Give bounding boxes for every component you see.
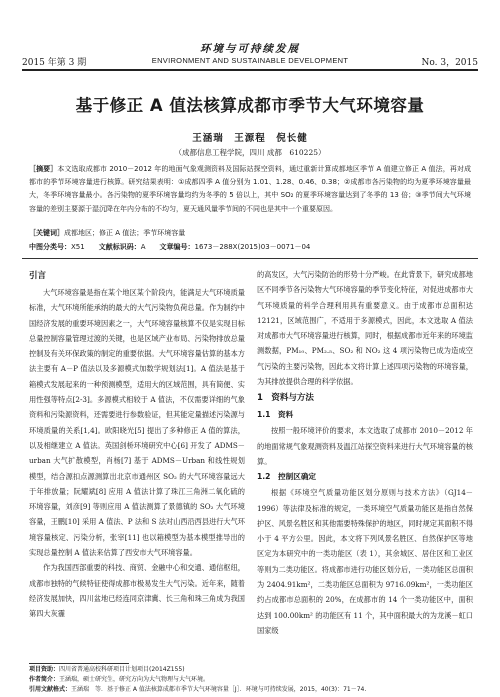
abstract-separator xyxy=(22,258,478,259)
right-column xyxy=(257,267,473,638)
running-header xyxy=(22,0,478,72)
section-1-heading: 1 资料与方法 xyxy=(257,393,314,404)
subsection-1-1-heading: 1.1 资料 xyxy=(257,410,294,420)
article-no-value: 1673－288X(2015)03－0071－04 xyxy=(194,243,311,251)
fund-text: 四川省普通高校科研项目计划项目(2014Z155) xyxy=(59,666,185,673)
citation-text: 王涵瑞 等．基于修正 A 值法核算成都市季节大气环境容量［J］．环境与可持续发展，2015，40(3)：71－74. xyxy=(71,686,367,693)
footnote-rule xyxy=(29,663,129,664)
classification-line xyxy=(29,242,471,252)
keywords-line xyxy=(29,228,471,238)
article-title: 基于修正 A 值法核算成都市季节大气环境容量 xyxy=(75,96,425,115)
intro-heading: 引言 xyxy=(29,271,47,281)
control-zone-paragraph: 根据《环境空气质量功能区划分原则与技术方法》（GJ14－1996）等法律及标准的规定，一类环境空气质量功能区是指自然保护区、风景名胜区和其他需要特殊保护的地区，同时规定其面积不得小于 4 平方公里。因此，本文将下列风景名胜区、自然保护区等地区定为本研究中的一类功能区（表 1），其余城区、居住区和工业区等则为二类功能区。将成都市进行功能区划分后，一类功能区总面积为 2404.91km²，二类功能区总面积为 9716.09km²，一类功能区约占成都市总面积的 20%，在成都市的 14 个一类功能区中，面积达到 100.00km² 的功能区有 11 个，其中面积最大的为龙溪－虹口国家级 xyxy=(257,488,473,635)
abstract-block xyxy=(29,163,471,216)
keywords-label: ［关键词］ xyxy=(29,229,64,237)
article-affiliation: （成都信息工程学院，四川 成都 610225） xyxy=(174,148,326,157)
keywords-text: 成都地区；修正 A 值法；季节环境容量 xyxy=(64,229,186,237)
footnote-author xyxy=(29,675,471,685)
fund-label: 项目资助： xyxy=(29,666,60,673)
issue-label-left: 2015 年第 3 期 xyxy=(22,58,87,68)
header-rule xyxy=(22,69,478,71)
intro-paragraph-2: 作为我国西部重要的科技、商贸、金融中心和交通、通信枢纽，成都市独特的气候特征使得成都市极易发生大气污染。近年来，随着经济发展加快，四川盆地已经连同京津冀、长三角和珠三角成为我国第四大灰霾 xyxy=(29,563,245,619)
journal-title-cn: 环境与可持续发展 xyxy=(200,43,300,55)
intro-paragraph-3: 的高发区，大气污染防治的形势十分严峻。在此背景下，研究成都地区不同季节各污染物大气环境容量的季节变化特征，对促进成都市大气环境质量的科学合理利用具有重要意义。由于成都市总面积达 12121，区域范围广，不适用于多源模式，因此，本文选取 A 值法对成都市大气环境容量进行核算，同时，根据成都市近年来的环境监测数据，PM₁₀、PM₂.₅、SO₂ 和 NO₂ 这 4 项污染物已成为造成空气污染的主要污染物，因此本文将计算上述四项污染物的环境容量，为其排放提供合理的科学依据。 xyxy=(257,270,473,387)
citation-label: 引用文献格式： xyxy=(29,686,72,693)
article-no-label: 文章编号： xyxy=(159,243,195,251)
issue-label-right: No. 3，2015 xyxy=(421,58,478,68)
left-column xyxy=(29,267,245,622)
intro-paragraph-1: 大气环境容量是指在某个地区某个阶段内，能满足大气环境质量标准，大气环境所能承纳的最大的大气污染物负荷总量。作为制约中国经济发展的重要环境因素之一，大气环境容量核算不仅是实现目标总量控制容量管理过渡的关键，也是区域产业布局、污染物排放总量控制及有关环保政策的制定的重要依据。大气环境容量估算的基本方法主要有 A－P 值法以及多源模式加数学规划法[1]。A 值法是基于箱模式发展起来的一种预测模型，适用大的区域范围，具有简便、实用性强等特点[2-3]。多源模式相较于 A 值法，不仅需要详细的气象资料和污染源资料，还需要进行参数验证，但其能定量描述污染源与环境质量的关系[1,4]。欧阳晓光[5] 提出了多种修正 A 值的算法，以及相继建立 A 值法。英国剑桥环境研究中心[6] 开发了 ADMS－urban 大气扩散模型，肖杨[7] 基于 ADMS－Urban 和线性规划模型，结合源扣点源测算出北京市通州区 SO₂ 的大气环境容量远大于年排放量；阮耀斌[8] 应用 A 值法计算了珠江三角洲二氧化硫的环境容量，刘彦[9] 等则应用 A 值法测算了景德镇的 SO₂ 大气环境容量，王鹏[10] 采用 A 值法、P 法和 S 法对山西沿西县进行大气环境容量核定、污染分析，张宰[11] 也以箱模型为基本模型推导出的实现总量控制 A 值法来估算了西安市大气环境容量。 xyxy=(29,288,245,558)
footnotes xyxy=(29,665,471,695)
footnote-fund xyxy=(29,665,471,675)
abstract-label: ［摘要］ xyxy=(29,165,58,173)
author-text: 王涵瑞，硕士研究生，研究方向为大气物理与大气环境。 xyxy=(59,676,210,683)
author-label: 作者简介： xyxy=(29,676,60,683)
abstract-text: 本文选取成都市 2010－2012 年的地面气象观测资料及国际站探空资料，通过重新计算成都地区季节 A 值建立修正 A 值法，再对成都市的季节环境容量进行核算。研究结果表明：①成都四季 A 值分别为 1.01、1.28、0.46、0.38；②成都市各污染物的均为夏季环境容量最大，冬季环境容量最小。各污染物的夏季环境容量均约为冬季的 5 倍以上，其中 SO₂ 的夏季环境容量达到了冬季的 13 倍；③季节间大气环境容量的差别主要源于湿沉降在年内分布的不均匀，夏天通风量季节间的不同也是其中一个重要原因。 xyxy=(29,165,471,213)
doc-code-label: 文献标识码： xyxy=(98,243,141,251)
doc-code-value: A xyxy=(140,243,146,251)
clc-value: X51 xyxy=(71,243,85,251)
clc-label: 中图分类号： xyxy=(29,243,71,251)
article-authors: 王涵瑞 王源程 倪长健 xyxy=(192,133,308,144)
subsection-1-2-heading: 1.2 控制区确定 xyxy=(257,472,317,482)
journal-title-en: ENVIRONMENT AND SUSTAINABLE DEVELOPMENT xyxy=(151,56,349,65)
footnote-citation xyxy=(29,685,471,695)
data-paragraph: 按照一般环境评价的要求，本文选取了成都市 2010－2012 年的地面常规气象观测资料及温江站探空资料来进行大气环境容量的核算。 xyxy=(257,426,473,466)
